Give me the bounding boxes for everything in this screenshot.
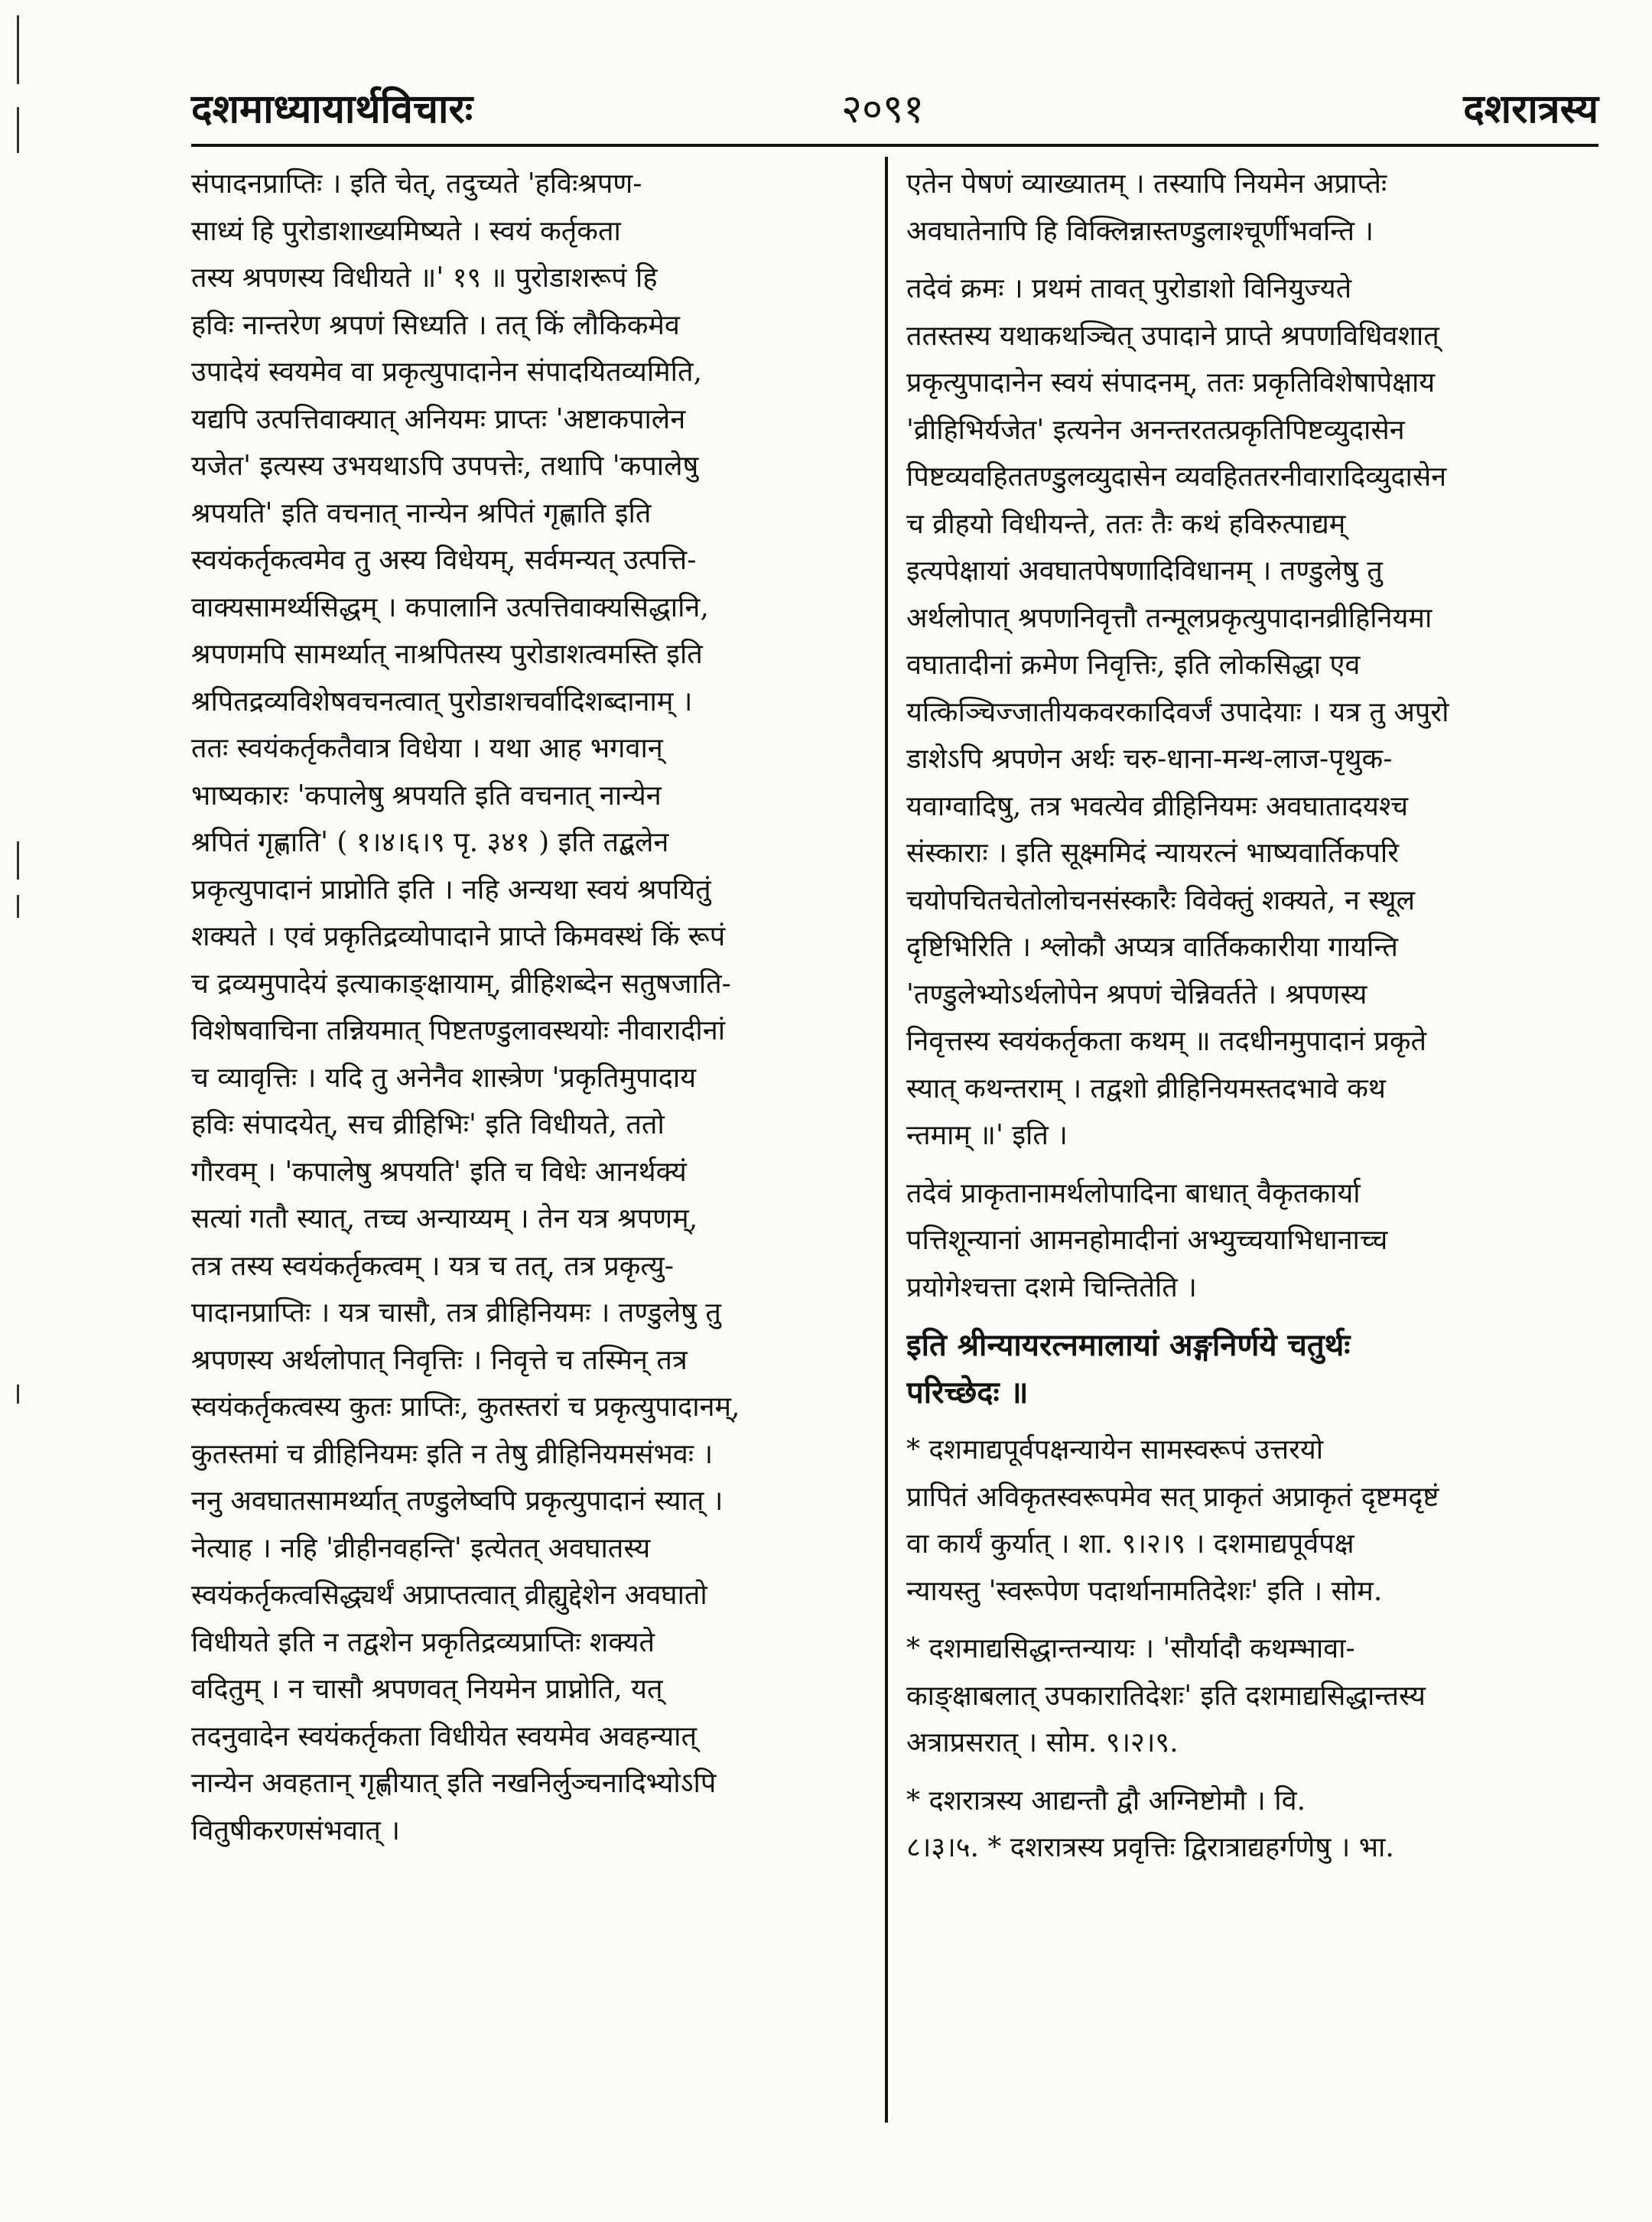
- footnote-line: काङ्क्षाबलात् उपकारातिदेशः' इति दशमाद्यसिद्धान्तस्य: [906, 1680, 1426, 1712]
- text-line: भाष्यकारः 'कपालेषु श्रपयति इति वचनात् नान्येन: [191, 779, 662, 812]
- text-line: श्रपयति' इति वचनात् नान्येन श्रपितं गृह्णाति इति: [191, 497, 652, 529]
- text-line: स्वयंकर्तृकत्वमेव तु अस्य विधेयम्, सर्वमन्यत् उत्पत्ति-: [191, 545, 697, 576]
- text-line: साध्यं हि पुरोडाशाख्यमिष्यते । स्वयं कर्तृकता: [191, 215, 621, 247]
- footnote-line: * दशमाद्यसिद्धान्तन्यायः । 'सौर्यादौ कथम्भावा-: [906, 1633, 1355, 1664]
- text-line: तत्र तस्य स्वयंकर्तृकत्वम् । यत्र च तत्, तत्र प्रकृत्यु-: [191, 1250, 674, 1282]
- text-line: विधीयते इति न तद्वशेन प्रकृतिद्रव्यप्राप्तिः शक्यते: [191, 1626, 655, 1658]
- text-line: च व्रीहयो विधीयन्ते, ततः तैः कथं हविरुत्पाद्यम्: [906, 508, 1346, 540]
- text-line: डाशेऽपि श्रपणेन अर्थः चरु-धाना-मन्थ-लाज-पृथुक-: [906, 743, 1393, 775]
- text-line: नान्येन अवहतान् गृह्णीयात् इति नखनिर्लुञ्चनादिभ्योऽपि: [191, 1768, 717, 1799]
- colophon-line: परिच्छेदः ॥: [906, 1374, 1029, 1410]
- text-line: गौरवम् । 'कपालेषु श्रपयति' इति च विधेः आनर्थक्यं: [191, 1156, 687, 1188]
- footnote-siddhanta: [906, 1625, 1598, 1767]
- header-chapter-title: दशमाध्यायार्थविचारः: [191, 86, 473, 132]
- text-line: श्रपितं गृह्णाति' ( १।४।६।९ पृ. ३४१ ) इति तद्बलेन: [191, 827, 669, 858]
- binding-edge-marks: [17, 0, 31, 2222]
- text-line: संस्काराः । इति सूक्ष्ममिदं न्यायरत्नं भाष्यवार्तिकपरि: [906, 838, 1399, 869]
- text-line: उपादेयं स्वयमेव वा प्रकृत्युपादानेन संपादयितव्यमिति,: [191, 356, 702, 388]
- text-line: वदितुम् । न चासौ श्रपणवत् नियमेन प्राप्नोति, यत्: [191, 1674, 663, 1705]
- right-column: [906, 161, 1598, 1882]
- text-line: नेत्याह । नहि 'व्रीहीनवहन्ति' इत्येतत् अवघातस्य: [191, 1532, 651, 1564]
- text-line: ननु अवघातसामर्थ्यात् तण्डुलेष्वपि प्रकृत्युपादानं स्यात् ।: [191, 1485, 724, 1517]
- chapter-colophon: [906, 1322, 1598, 1416]
- text-line: हविः संपादयेत्, सच व्रीहिभिः' इति विधीयते, ततो: [191, 1109, 665, 1140]
- footnote-line: * दशमाद्यपूर्वपक्षन्यायेन सामस्वरूपं उत्तरयो: [906, 1434, 1324, 1466]
- text-line: अर्थलोपात् श्रपणनिवृत्तौ तन्मूलप्रकृत्युपादानव्रीहिनियमा: [906, 602, 1432, 634]
- text-line: स्वयंकर्तृकत्वस्य कुतः प्राप्तिः, कुतस्तरां च प्रकृत्युपादानम्,: [191, 1391, 740, 1423]
- text-line: पत्तिशून्यानां आमनहोमादीनां अभ्युच्चयाभिधानाच्च: [906, 1225, 1388, 1256]
- text-line: अवघातेनापि हि विक्लिन्नास्तण्डुलाश्चूर्णीभवन्ति ।: [906, 215, 1374, 247]
- text-line: प्रकृत्युपादानेन स्वयं संपादनम्, ततः प्रकृतिविशेषापेक्षाय: [906, 367, 1436, 399]
- text-line: च व्यावृत्तिः । यदि तु अनेनैव शास्त्रेण 'प्रकृतिमुपादाय: [191, 1062, 697, 1094]
- text-line: श्रपणस्य अर्थलोपात् निवृत्तिः । निवृत्ते च तस्मिन् तत्र: [191, 1344, 688, 1376]
- text-line: 'तण्डुलेभ्योऽर्थलोपेन श्रपणं चेन्निवर्तते । श्रपणस्य: [906, 978, 1367, 1010]
- left-column: [191, 161, 872, 1854]
- text-line: चयोपचितचेतोलोचनसंस्कारैः विवेक्तुं शक्यते, न स्थूल: [906, 884, 1416, 916]
- text-line: च द्रव्यमुपादेयं इत्याकाङ्क्षायाम्, व्रीहिशब्देन सतुषजाति-: [191, 968, 731, 1000]
- text-line: स्वयंकर्तृकत्वसिद्ध्यर्थं अप्राप्तत्वात् व्रीह्युद्देशेन अवघातो: [191, 1579, 707, 1611]
- colophon-line: इति श्रीन्यायरत्नमालायां अङ्गनिर्णये चतुर्थः: [906, 1327, 1351, 1363]
- footnote-line: न्यायस्तु 'स्वरूपेण पदार्थानामतिदेशः' इति । सोम.: [906, 1575, 1383, 1607]
- footnote-line: अत्राप्रसरात् । सोम. ९।२।९.: [906, 1727, 1179, 1758]
- text-line: पादानप्राप्तिः । यत्र चासौ, तत्र व्रीहिनियमः । तण्डुलेषु तु: [191, 1297, 721, 1329]
- paragraph-conclusion: [906, 1170, 1598, 1312]
- text-line: वितुषीकरणसंभवात् ।: [191, 1814, 400, 1846]
- text-line: दृष्टिभिरिति । श्लोकौ अप्यत्र वार्तिककारीया गायन्ति: [906, 932, 1398, 963]
- text-line: वाक्यसामर्थ्यसिद्धम् । कपालानि उत्पत्तिवाक्यसिद्धानि,: [191, 591, 709, 623]
- text-line: यजेत' इत्यस्य उभयथाऽपि उपपत्तेः, तथापि 'कपालेषु: [191, 451, 699, 482]
- footnote-line: वा कार्यं कुर्यात् । शा. ९।२।९ । दशमाद्यपूर्वपक्ष: [906, 1528, 1354, 1560]
- text-line: हविः नान्तरेण श्रपणं सिध्यति । तत् किं लौकिकमेव: [191, 309, 680, 341]
- text-line: तदनुवादेन स्वयंकर्तृकता विधीयेत स्वयमेव अवहन्यात्: [191, 1720, 698, 1752]
- paragraph-peshana: [906, 161, 1598, 255]
- text-line: एतेन पेषणं व्याख्यातम् । तस्यापि नियमेन अप्राप्तेः: [906, 168, 1387, 200]
- header-section-title: दशरात्रस्य: [1463, 86, 1598, 132]
- text-line: शक्यते । एवं प्रकृतिद्रव्योपादाने प्राप्ते किमवस्थं किं रूपं: [191, 921, 726, 952]
- footnote-purvapaksha: [906, 1427, 1598, 1615]
- text-line: यवाग्वादिषु, तत्र भवत्येव व्रीहिनियमः अवघातादयश्च: [906, 790, 1409, 822]
- footnote-line: ८।३।५. * दशरात्रस्य प्रवृत्तिः द्विरात्राद्यहर्गणेषु । भा.: [906, 1832, 1394, 1863]
- text-line: तदेवं प्राकृतानामर्थलोपादिना बाधात् वैकृतकार्या: [906, 1177, 1361, 1209]
- text-line: कुतस्तमां च व्रीहिनियमः इति न तेषु व्रीहिनियमसंभवः ।: [191, 1438, 714, 1470]
- text-line: ततस्तस्य यथाकथञ्चित् उपादाने प्राप्ते श्रपणविधिवशात्: [906, 320, 1439, 352]
- text-line: निवृत्तस्य स्वयंकर्तृकता कथम् ॥ तदधीनमुपादानं प्रकृते: [906, 1026, 1427, 1057]
- text-line: श्रपणमपि सामर्थ्यात् नाश्रपितस्य पुरोडाशत्वमस्ति इति: [191, 639, 703, 670]
- text-line: प्रयोगेश्चत्ता दशमे चिन्तितेति ।: [906, 1271, 1197, 1303]
- footnote-line: * दशरात्रस्य आद्यन्तौ द्वौ अग्निष्टोमौ । वि.: [906, 1784, 1306, 1817]
- text-line: 'व्रीहिभिर्यजेत' इत्यनेन अनन्तरतत्प्रकृतिपिष्टव्युदासेन: [906, 414, 1405, 446]
- text-line: स्यात् कथन्तराम् । तद्वशो व्रीहिनियमस्तदभावे कथ: [906, 1072, 1386, 1104]
- text-line: वघातादीनां क्रमेण निवृत्तिः, इति लोकसिद्धा एव: [906, 649, 1361, 681]
- paragraph-krama: [906, 265, 1598, 1160]
- text-line: विशेषवाचिना तन्नियमात् पिष्टतण्डुलावस्थयोः नीवारादीनां: [191, 1015, 726, 1046]
- column-divider: [885, 157, 888, 2123]
- footnote-dasharatra: [906, 1778, 1598, 1872]
- page-number: २०९१: [841, 86, 925, 132]
- text-line: तस्य श्रपणस्य विधीयते ॥' १९ ॥ पुरोडाशरूपं हि: [191, 262, 658, 294]
- header-rule: [191, 144, 1598, 147]
- text-line: ततः स्वयंकर्तृकतैवात्र विधेया । यथा आह भगवान्: [191, 733, 663, 764]
- text-line: श्रपितद्रव्यविशेषवचनत्वात् पुरोडाशचर्वादिशब्दानाम् ।: [191, 685, 693, 717]
- text-line: संपादनप्राप्तिः । इति चेत्, तदुच्यते 'हविःश्रपण-: [191, 168, 642, 200]
- text-line: तदेवं क्रमः । प्रथमं तावत् पुरोडाशो विनियुज्यते: [906, 273, 1352, 304]
- text-line: यत्किञ्चिज्जातीयकवरकादिवर्जं उपादेयाः । यत्र तु अपुरो: [906, 696, 1449, 728]
- footnote-line: प्रापितं अविकृतस्वरूपमेव सत् प्राकृतं अप्राकृतं दृष्टमदृष्टं: [906, 1481, 1439, 1513]
- running-header: [191, 73, 1598, 142]
- text-line: इत्यपेक्षायां अवघातपेषणादिविधानम् । तण्डुलेषु तु: [906, 555, 1383, 587]
- text-line: प्रकृत्युपादानं प्राप्नोति इति । नहि अन्यथा स्वयं श्रपयितुं: [191, 874, 711, 906]
- text-line: सत्यां गतौ स्यात्, तच्च अन्याय्यम् । तेन यत्र श्रपणम्,: [191, 1203, 698, 1235]
- text-line: पिष्टव्यवहिततण्डुलव्युदासेन व्यवहिततरनीवारादिव्युदासेन: [906, 461, 1447, 493]
- text-line: यद्यपि उत्पत्तिवाक्यात् अनियमः प्राप्तः 'अष्टाकपालेन: [191, 403, 686, 435]
- text-line: न्तमाम् ॥' इति ।: [906, 1120, 1068, 1151]
